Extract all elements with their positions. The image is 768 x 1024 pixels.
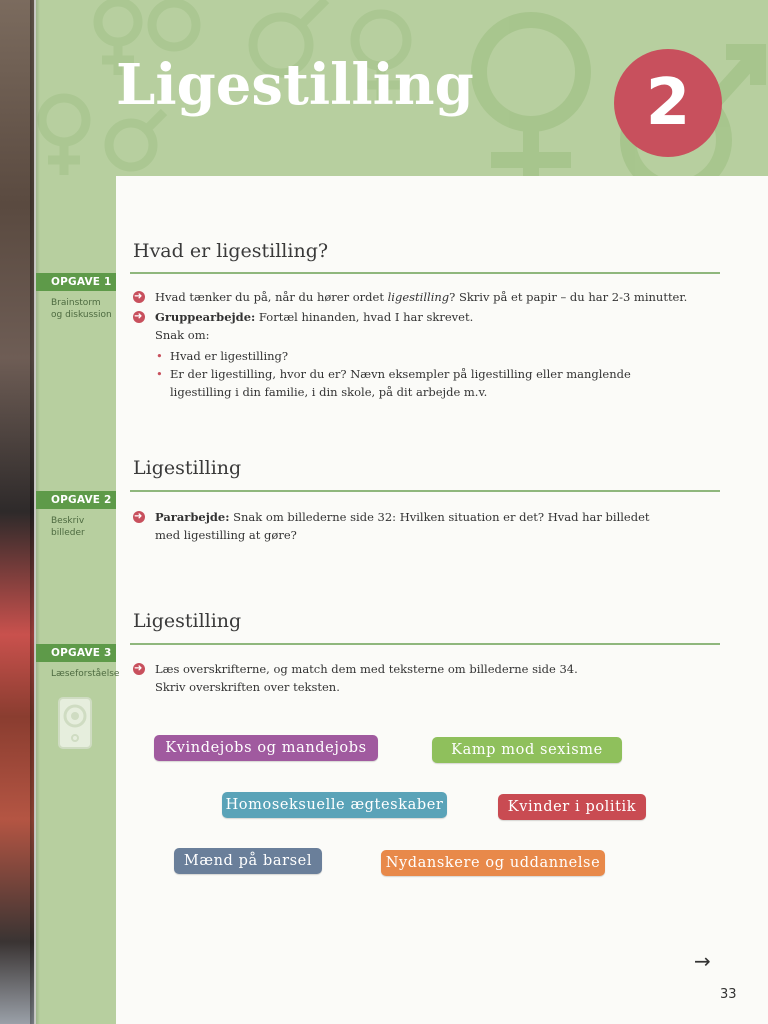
discussion-point: • Hvad er ligestilling? bbox=[155, 347, 675, 365]
task-label-2 bbox=[36, 491, 116, 539]
headline-pill-4: Kvinder i politik bbox=[498, 794, 646, 820]
discussion-point: • Er der ligestilling, hvor du er? Nævn eksempler på ligestilling eller manglende ligestilling i din familie, i din skole, på dit arbejde m.v. bbox=[155, 365, 675, 401]
task-tag-1: OPGAVE 1 bbox=[36, 273, 116, 291]
bullet-bold: Gruppearbejde: bbox=[155, 310, 256, 324]
bullet-italic: ligestilling bbox=[387, 290, 450, 304]
task-tag-2: OPGAVE 2 bbox=[36, 491, 116, 509]
bullet-line2: Skriv overskriften over teksten. bbox=[155, 680, 340, 694]
task-desc-2: Beskriv billeder bbox=[51, 516, 85, 538]
chapter-number-badge bbox=[614, 49, 722, 157]
chapter-number: 2 bbox=[645, 66, 691, 140]
chapter-title: Ligestilling bbox=[116, 52, 474, 118]
arrow-bullet-icon bbox=[133, 311, 145, 323]
bullet-1-2 bbox=[133, 308, 693, 344]
headline-pill-6: Nydanskere og uddannelse bbox=[381, 850, 605, 876]
section-rule-1 bbox=[130, 272, 720, 274]
bullet-text: Fortæl hinanden, hvad I har skrevet. bbox=[255, 310, 474, 324]
audio-speaker-icon bbox=[57, 696, 95, 752]
bullet-bold: Pararbejde: bbox=[155, 510, 230, 524]
headline-pill-1: Kvindejobs og mandejobs bbox=[154, 735, 378, 761]
task-label-3 bbox=[36, 644, 120, 680]
task-tag-3: OPGAVE 3 bbox=[36, 644, 116, 662]
next-page-arrow-icon: → bbox=[694, 949, 711, 973]
bullet-3-1 bbox=[133, 660, 693, 696]
headline-pill-5: Mænd på barsel bbox=[174, 848, 322, 874]
section-title-3: Ligestilling bbox=[133, 610, 242, 632]
task-desc-1: Brainstorm og diskussion bbox=[51, 298, 112, 320]
bullet-2-1 bbox=[133, 508, 668, 544]
bullet-text: Snak om billederne side 32: Hvilken situation er det? Hvad har billedet med ligestilling at gøre? bbox=[155, 510, 650, 542]
bullet-line1: Læs overskrifterne, og match dem med teksterne om billederne side 34. bbox=[155, 662, 578, 676]
bullet-1-1 bbox=[133, 288, 693, 306]
previous-page-photo bbox=[0, 0, 34, 1024]
discussion-points bbox=[155, 347, 675, 401]
section-rule-3 bbox=[130, 643, 720, 645]
bullet-text-after: ? Skriv på et papir – du har 2-3 minutter. bbox=[449, 290, 688, 304]
page-number: 33 bbox=[720, 987, 737, 1002]
section-rule-2 bbox=[130, 490, 720, 492]
section-title-2: Ligestilling bbox=[133, 457, 242, 479]
arrow-bullet-icon bbox=[133, 291, 145, 303]
section-title-1: Hvad er ligestilling? bbox=[133, 240, 329, 262]
arrow-bullet-icon bbox=[133, 511, 145, 523]
task-desc-3: Læseforståelse bbox=[51, 669, 120, 679]
headline-pill-3: Homoseksuelle ægteskaber bbox=[222, 792, 447, 818]
bullet-line2: Snak om: bbox=[155, 328, 210, 342]
arrow-bullet-icon bbox=[133, 663, 145, 675]
headline-pill-2: Kamp mod sexisme bbox=[432, 737, 622, 763]
task-label-1 bbox=[36, 273, 116, 321]
bullet-text: Hvad tænker du på, når du hører ordet bbox=[155, 290, 388, 304]
